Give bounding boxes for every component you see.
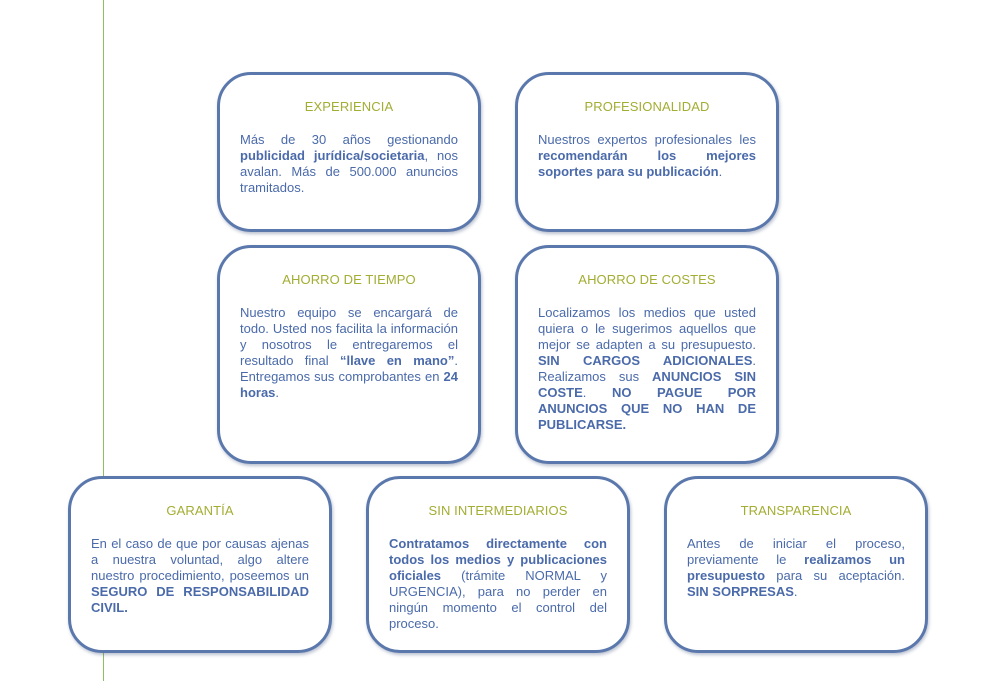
body-text: .: [582, 385, 612, 400]
card-title: EXPERIENCIA: [304, 99, 394, 114]
card-sin-intermediarios: [366, 476, 630, 653]
body-text: En el caso de que por causas ajenas a nuestra voluntad, algo altere nuestro procedimiento, poseemos un: [91, 536, 309, 583]
body-text-bold: ANUNCIOS SIN COSTE: [538, 369, 756, 400]
body-text-bold: SIN CARGOS ADICIONALES: [538, 353, 753, 368]
card-title: PROFESIONALIDAD: [584, 99, 710, 114]
body-text: Antes de iniciar el proceso, previamente le: [687, 536, 905, 567]
body-text-bold: recomendarán los mejores soportes para su publicación: [538, 148, 756, 179]
card-title: GARANTÍA: [166, 503, 234, 518]
body-text: Localizamos los medios que usted quiera o le sugerimos aquellos que mejor se adapten a su presupuesto.: [538, 305, 756, 352]
body-text: .: [718, 164, 723, 179]
body-text-bold: Contratamos directamente con todos los medios y publicaciones oficiales: [389, 536, 607, 583]
body-text-bold: 24 horas: [240, 369, 458, 400]
card-body: [538, 132, 756, 180]
body-text: (trámite NORMAL y URGENCIA), para no perder en ningún momento el control del proceso.: [389, 568, 607, 631]
body-text: .: [275, 385, 280, 400]
card-body: [687, 536, 905, 600]
card-title: AHORRO DE TIEMPO: [282, 272, 416, 287]
card-body: [538, 305, 756, 433]
card-title: TRANSPARENCIA: [740, 503, 852, 518]
card-ahorro-de-tiempo: [217, 245, 481, 464]
body-text: para su aceptación.: [765, 568, 905, 583]
body-text-bold: realizamos un presupuesto: [687, 552, 905, 583]
body-text-bold: publicidad jurídica/societaria: [240, 148, 425, 163]
card-body: [389, 536, 607, 632]
card-garantia: [68, 476, 332, 653]
card-body: [91, 536, 309, 616]
card-body: [240, 305, 458, 401]
body-text-bold: NO PAGUE POR ANUNCIOS QUE NO HAN DE PUBLICARSE.: [538, 385, 756, 432]
body-text: .: [793, 584, 798, 599]
card-title: SIN INTERMEDIARIOS: [428, 503, 568, 518]
body-text: . Realizamos sus: [538, 353, 756, 384]
body-text: , nos avalan. Más de 500.000 anuncios tramitados.: [240, 148, 458, 195]
card-body: [240, 132, 458, 196]
body-text: . Entregamos sus comprobantes en: [240, 353, 458, 384]
body-text: Más de 30 años gestionando: [240, 132, 458, 147]
card-profesionalidad: [515, 72, 779, 232]
card-title: AHORRO DE COSTES: [578, 272, 716, 287]
body-text-bold: SIN SORPRESAS: [687, 584, 794, 599]
card-experiencia: [217, 72, 481, 232]
card-transparencia: [664, 476, 928, 653]
body-text-bold: SEGURO DE RESPONSABILIDAD CIVIL.: [91, 584, 309, 615]
body-text: Nuestro equipo se encargará de todo. Usted nos facilita la información y nosotros le entregaremos el resultado final: [240, 305, 458, 368]
body-text-bold: “llave en mano”: [339, 353, 455, 368]
card-ahorro-de-costes: [515, 245, 779, 464]
body-text: Nuestros expertos profesionales les: [538, 132, 756, 147]
